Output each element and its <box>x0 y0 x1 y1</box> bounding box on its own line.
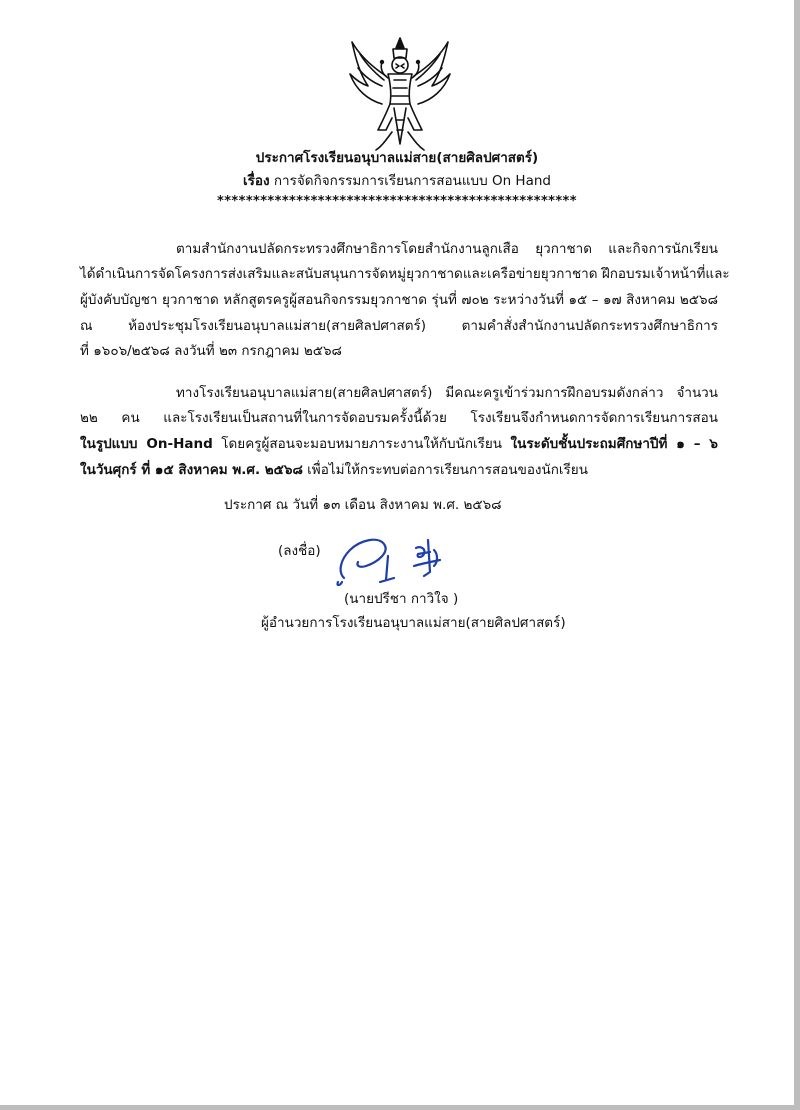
paragraph-1-line-1: ตามสำนักงานปลัดกระทรวงศึกษาธิการโดยสำนักงานลูกเสือ ยุวกาชาด และกิจการนักเรียน <box>176 241 718 257</box>
grade-levels: ในระดับชั้นประถมศึกษาปีที่ ๑ – ๖ <box>510 436 719 452</box>
format-on-hand: ในรูปแบบ On-Hand <box>80 436 213 452</box>
paragraph-1-line-5: ที่ ๑๖๐๖/๒๕๖๘ ลงวันที่ ๒๓ กรกฎาคม ๒๕๖๘ <box>80 343 342 359</box>
paragraph-1-line-2: ได้ดำเนินการจัดโครงการส่งเสริมและสนับสนุนการจัดหมู่ยุวกาชาดและเครือข่ายยุวกาชาด ฝึกอบรมเจ้าหน้าที่และ <box>80 266 730 282</box>
document-title: ประกาศโรงเรียนอนุบาลแม่สาย(สายศิลปศาสตร์) <box>255 150 539 166</box>
document-subject <box>0 172 794 190</box>
paragraph-2-line-4 <box>80 461 588 479</box>
subject-text: การจัดกิจกรรมการเรียนการสอนแบบ On Hand <box>269 173 551 189</box>
background-edge-right <box>794 0 800 1110</box>
signer-name: (นายปรีชา กาวิใจ ) <box>344 591 459 607</box>
announce-date: ประกาศ ณ วันที่ ๑๓ เดือน สิงหาคม พ.ศ. ๒๕๖๘ <box>224 497 502 513</box>
sign-label: (ลงชื่อ) <box>278 543 321 559</box>
background-edge-bottom <box>0 1105 800 1110</box>
paragraph-1-line-3: ผู้บังคับบัญชา ยุวกาชาด หลักสูตรครูผู้สอนกิจกรรมยุวกาชาด รุ่นที่ ๗๐๒ ระหว่างวันที่ ๑๕ – ๑๗ สิงหาคม ๒๕๖๘ <box>80 292 718 308</box>
paragraph-1-line-4: ณ ห้องประชุมโรงเรียนอนุบาลแม่สาย(สายศิลปศาสตร์) ตามคำสั่งสำนักงานปลัดกระทรวงศึกษาธิการ <box>80 318 718 334</box>
date-of-activity: ในวันศุกร์ ที่ ๑๕ สิงหาคม พ.ศ. ๒๕๖๘ <box>80 462 303 478</box>
garuda-emblem-icon <box>346 34 454 152</box>
signer-position: ผู้อำนวยการโรงเรียนอนุบาลแม่สาย(สายศิลปศาสตร์) <box>261 615 566 631</box>
star-separator: ************************************************** <box>217 194 577 209</box>
paragraph-2-line-1: ทางโรงเรียนอนุบาลแม่สาย(สายศิลปศาสตร์) มีคณะครูเข้าร่วมการฝึกอบรมดังกล่าว จำนวน <box>176 385 718 401</box>
assignment-text: โดยครูผู้สอนจะมอบหมายภาระงานให้กับนักเรียน <box>212 436 511 452</box>
purpose-text: เพื่อไม่ให้กระทบต่อการเรียนการสอนของนักเรียน <box>302 462 588 478</box>
handwritten-signature <box>330 532 470 590</box>
paragraph-2-line-3 <box>80 435 718 453</box>
paragraph-2-line-2: ๒๒ คน และโรงเรียนเป็นสถานที่ในการจัดอบรมครั้งนี้ด้วย โรงเรียนจึงกำหนดการจัดการเรียนการสอน <box>80 410 718 426</box>
subject-label: เรื่อง <box>243 173 270 189</box>
